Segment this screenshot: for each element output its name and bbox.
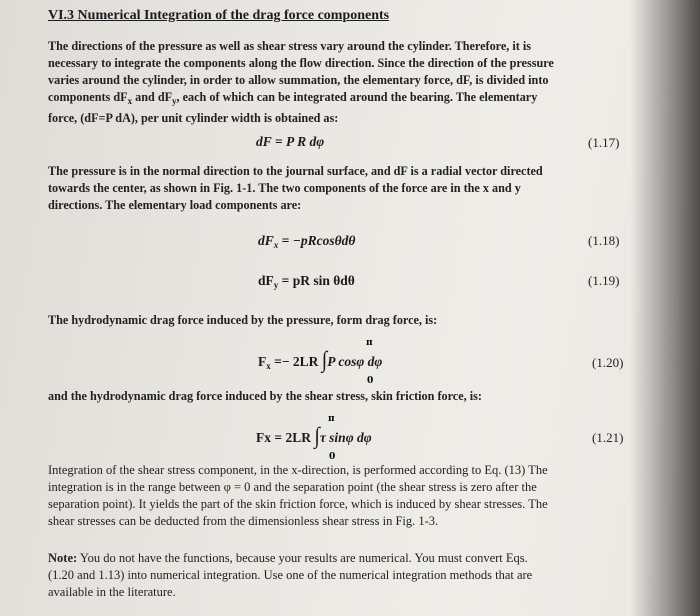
integral-sign: ∫ <box>321 347 328 373</box>
paragraph-components <box>48 163 648 214</box>
paragraph-form-drag: The hydrodynamic drag force induced by the pressure, form drag force, is: <box>48 313 438 327</box>
integral-lower-limit: 0 <box>367 376 374 386</box>
note-label: Note: <box>48 551 78 565</box>
equation-number: (1.17) <box>588 135 620 150</box>
text-line: separation point). It yields the part of the skin friction force, which is induced by shear stresses. The <box>48 497 548 511</box>
equation-1-17: dF = P R dφ <box>256 134 325 149</box>
text-line: components $dF_x$ and $dF_y$, each of which can be integrated around the bearing. The elementary <box>48 90 538 106</box>
paragraph-skin-friction: and the hydrodynamic drag force induced by the shear stress, skin friction force, is: <box>48 389 482 403</box>
text-line: shear stresses can be deducted from the dimensionless shear stress in Fig. 1-3. <box>48 514 439 528</box>
text-line: force, (dF=P dA), per unit cylinder width is obtained as: <box>48 111 339 125</box>
text-line: integration is in the range between φ = 0 and the separation point (the shear stress is zero after the <box>48 480 537 494</box>
equation-number: (1.18) <box>588 233 620 248</box>
equation-number: (1.19) <box>588 273 620 288</box>
note-paragraph <box>48 550 648 601</box>
integral-upper-limit: π <box>366 338 373 348</box>
paragraph-intro <box>48 38 648 127</box>
integral-sign: ∫ <box>314 423 320 449</box>
text-line: directions. The elementary load components are: <box>48 198 302 212</box>
paragraph-integration <box>48 462 648 530</box>
text-line: Integration of the shear stress component, in the x-direction, is performed according to Eq. (13) The <box>48 463 548 477</box>
text-line: The directions of the pressure as well as shear stress vary around the cylinder. Therefore, it is <box>48 39 531 53</box>
equation-number: (1.20) <box>592 355 624 370</box>
text-line: varies around the cylinder, in order to allow summation, the elementary force, dF, is divided into <box>48 73 549 87</box>
text-line: available in the literature. <box>48 585 176 599</box>
equation-1-18: $dF_x = -pRcos\theta d\theta$ <box>258 233 356 250</box>
equation-1-19: $dF_y$ = pR sin θdθ <box>258 273 355 290</box>
text-line: The pressure is in the normal direction to the journal surface, and dF is a radial vector directed <box>48 164 543 178</box>
text-line: necessary to integrate the components along the flow direction. Since the direction of the pressure <box>48 56 554 70</box>
text-line: towards the center, as shown in Fig. 1-1. The two components of the force are in the x and y <box>48 181 521 195</box>
section-heading: VI.3 Numerical Integration of the drag force components <box>48 8 390 23</box>
equation-1-21: Fx = 2LR ∫τ sinφ dφ <box>256 423 372 449</box>
integral-lower-limit: 0 <box>329 452 336 462</box>
integral-upper-limit: π <box>328 414 335 424</box>
equation-1-20: $F_x =- 2LR$ ∫P cosφ dφ <box>258 347 383 373</box>
text-line: (1.20 and 1.13) into numerical integration. Use one of the numerical integration methods that are <box>48 568 533 582</box>
equation-number: (1.21) <box>592 430 624 445</box>
text-line: Note: You do not have the functions, because your results are numerical. You must convert Eqs. <box>48 551 528 565</box>
